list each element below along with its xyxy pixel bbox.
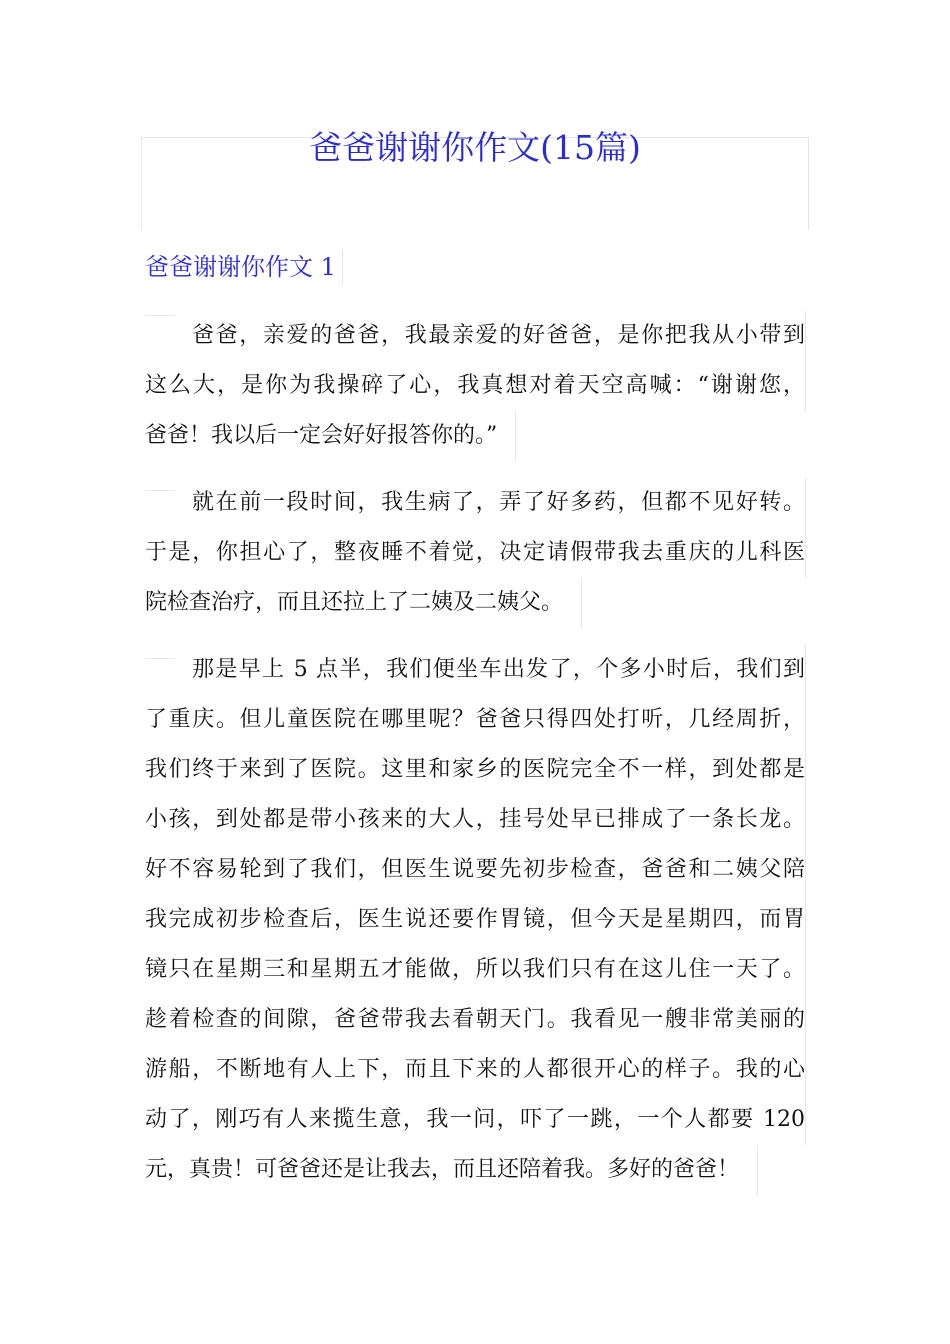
paragraph-line: 那是早上 5 点半，我们便坐车出发了，个多小时后，我们到: [145, 645, 806, 695]
paragraph-line: 了重庆。但儿童医院在哪里呢？爸爸只得四处打听，几经周折，: [145, 695, 806, 745]
document-title: 爸爸谢谢你作文(15篇): [309, 128, 641, 167]
paragraph-line: 就在前一段时间，我生病了，弄了好多药，但都不见好转。: [145, 478, 806, 528]
section-heading: 爸爸谢谢你作文 1: [145, 250, 343, 284]
paragraph-2: [145, 478, 806, 632]
paragraph-line: 这么大，是你为我操碎了心，我真想对着天空高喊：“谢谢您，: [145, 361, 806, 411]
paragraph-1: [145, 311, 806, 465]
paragraph-line: 爸爸！我以后一定会好好报答你的。”: [145, 411, 516, 461]
paragraph-line: 于是，你担心了，整夜睡不着觉，决定请假带我去重庆的儿科医: [145, 528, 806, 578]
paragraph-line: 趁着检查的间隙，爸爸带我去看朝天门。我看见一艘非常美丽的: [145, 995, 806, 1045]
paragraph-line: 小孩，到处都是带小孩来的大人，挂号处早已排成了一条长龙。: [145, 795, 806, 845]
paragraph-line: 爸爸，亲爱的爸爸，我最亲爱的好爸爸，是你把我从小带到: [145, 311, 806, 361]
paragraph-line: 动了，刚巧有人来揽生意，我一问，吓了一跳，一个人都要 120: [145, 1095, 806, 1145]
paragraph-line: 我完成初步检查后，医生说还要作胃镜，但今天是星期四，而胃: [145, 895, 806, 945]
paragraph-line: 元，真贵！可爸爸还是让我去，而且还陪着我。多好的爸爸！: [145, 1145, 758, 1195]
paragraph-line: 院检查治疗，而且还拉上了二姨及二姨父。: [145, 578, 582, 628]
paragraph-line: 好不容易轮到了我们，但医生说要先初步检查，爸爸和二姨父陪: [145, 845, 806, 895]
paragraph-3: [145, 645, 806, 1199]
paragraph-line: 游船，不断地有人上下，而且下来的人都很开心的样子。我的心: [145, 1045, 806, 1095]
paragraph-line: 镜只在星期三和星期五才能做，所以我们只有在这儿住一天了。: [145, 945, 806, 995]
paragraph-line: 我们终于来到了医院。这里和家乡的医院完全不一样，到处都是: [145, 745, 806, 795]
